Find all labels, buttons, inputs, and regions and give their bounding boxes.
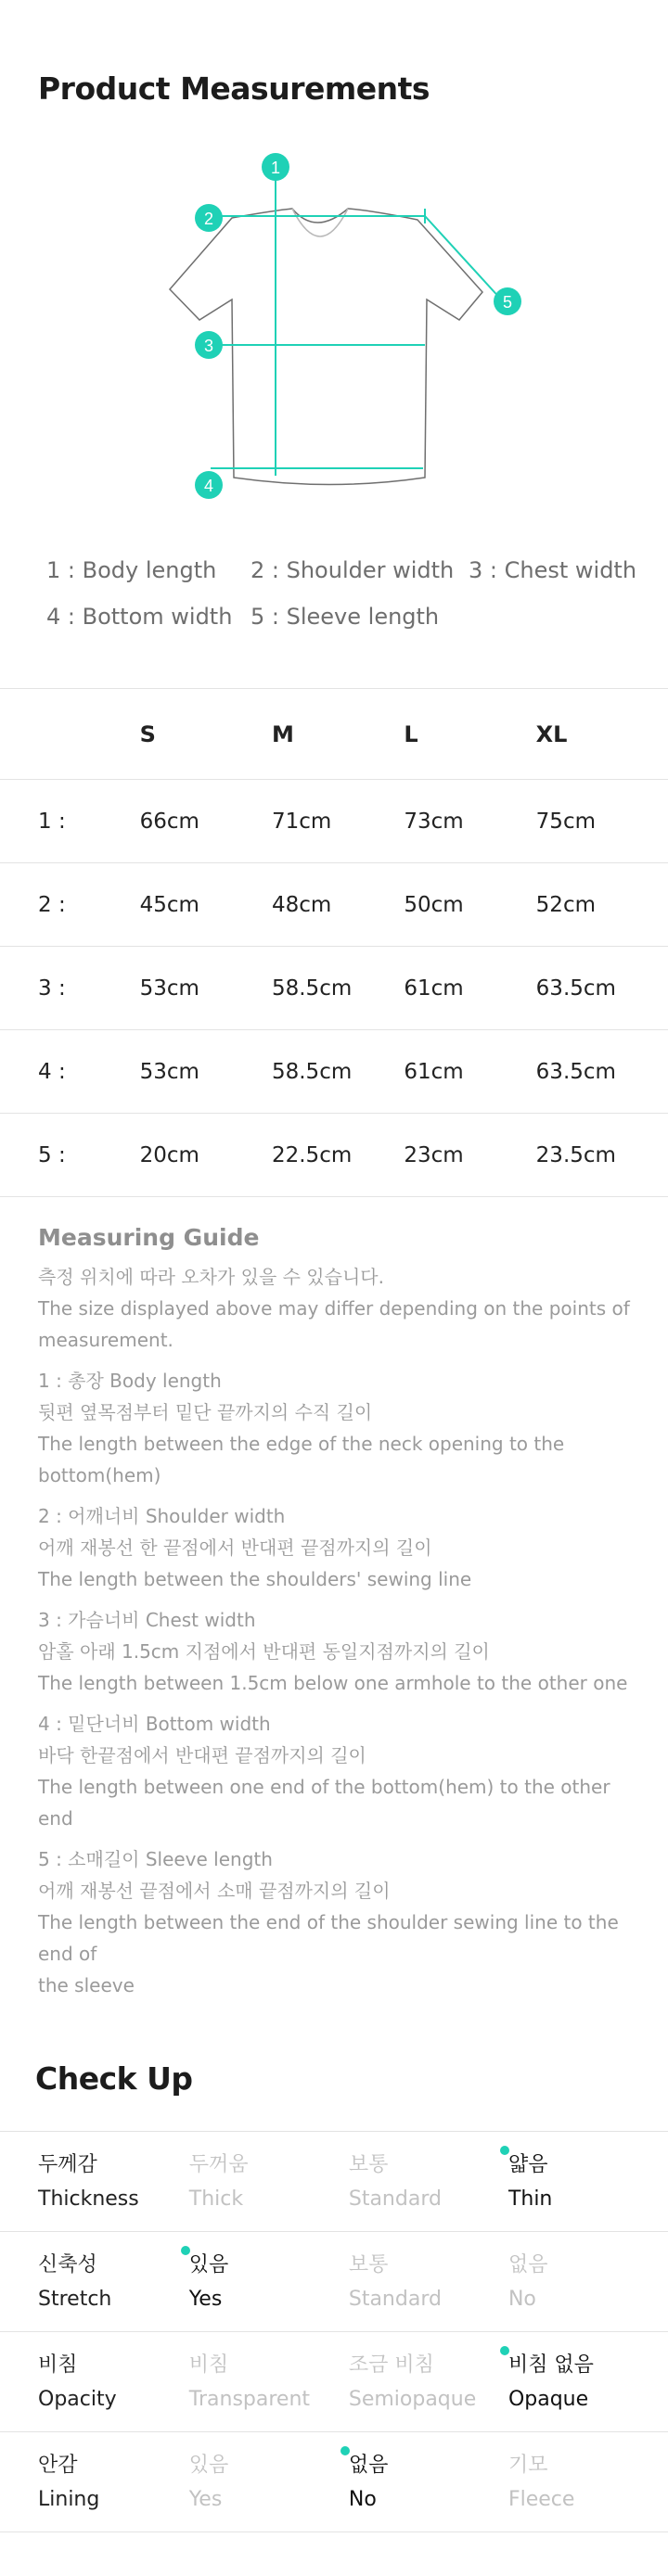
checkup-option	[349, 2348, 508, 2417]
option-en: Thick	[188, 2187, 244, 2211]
row-label: 1 :	[38, 809, 66, 834]
guide-line: 어깨 재봉선 한 끝점에서 반대편 끝점까지의 길이	[38, 1537, 432, 1559]
checkup-label	[0, 2148, 189, 2216]
checkup-row-stretch	[0, 2232, 668, 2332]
legend-row	[46, 547, 640, 593]
option-ko: 보통	[348, 2252, 389, 2276]
row-label: 2 :	[38, 892, 66, 917]
guide-line: 3 : 가슴너비 Chest width	[38, 1609, 256, 1631]
option-en: No	[507, 2287, 536, 2311]
option-en: Fleece	[507, 2487, 575, 2511]
tshirt-diagram	[139, 144, 529, 515]
header-cell: L	[404, 721, 418, 747]
row-label: 5 :	[38, 1142, 66, 1167]
marker-5-label: 5	[502, 293, 513, 312]
label-ko: 신축성	[38, 2252, 97, 2276]
table-cell: 50cm	[404, 892, 464, 917]
option-en: Semiopaque	[348, 2387, 477, 2411]
row-label: 3 :	[38, 976, 66, 1001]
label-ko: 비침	[38, 2353, 78, 2377]
marker-1	[262, 153, 289, 181]
guide-line: 암홀 아래 1.5cm 지점에서 반대편 동일지점까지의 길이	[38, 1640, 490, 1663]
option-en: Opaque	[507, 2387, 589, 2411]
checkup-option	[189, 2348, 349, 2417]
checkup-row-lining	[0, 2432, 668, 2532]
label-en: Stretch	[38, 2287, 112, 2311]
guide-item	[38, 1843, 641, 2001]
checkup-label	[0, 2448, 189, 2517]
marker-4-label: 4	[203, 477, 214, 495]
label-en: Opacity	[38, 2387, 117, 2411]
option-ko: 없음	[507, 2252, 548, 2276]
option-en: Yes	[188, 2487, 223, 2511]
guide-line: 4 : 밑단너비 Bottom width	[38, 1713, 271, 1735]
marker-1-label: 1	[270, 159, 281, 177]
guide-line: The length between 1.5cm below one armhole to the other one	[38, 1672, 628, 1694]
table-row	[0, 947, 668, 1030]
checkup-option	[508, 2248, 668, 2316]
table-cell: 58.5cm	[271, 1059, 353, 1084]
table-cell: 71cm	[271, 809, 332, 834]
legend-row	[46, 593, 640, 640]
checkup-title: Check Up	[35, 2060, 193, 2097]
label-ko: 안감	[38, 2453, 78, 2477]
size-table	[0, 688, 668, 1197]
label-en: Thickness	[38, 2187, 139, 2211]
table-cell: 52cm	[535, 892, 596, 917]
table-cell: 22.5cm	[271, 1142, 353, 1167]
table-cell: 61cm	[404, 1059, 464, 1084]
checkup-row-opacity	[0, 2332, 668, 2432]
option-en: Yes	[188, 2287, 223, 2311]
legend-item: 1 : Body length	[46, 557, 217, 583]
header-cell: XL	[535, 721, 568, 747]
guide-item	[38, 1500, 641, 1595]
table-row	[0, 1114, 668, 1197]
option-ko: 두꺼움	[188, 2152, 249, 2176]
guide-line: 1 : 총장 Body length	[38, 1370, 222, 1392]
option-ko: 비침	[188, 2353, 229, 2377]
table-cell: 45cm	[139, 892, 199, 917]
guide-line: 바닥 한끝점에서 반대편 끝점까지의 길이	[38, 1744, 366, 1766]
guide-line: The length between one end of the bottom(hem) to the other end	[38, 1776, 610, 1830]
marker-2-label: 2	[203, 210, 214, 228]
row-label: 4 :	[38, 1059, 66, 1084]
option-en: No	[348, 2487, 377, 2511]
marker-3	[195, 331, 223, 359]
checkup-option	[349, 2148, 508, 2216]
checkup-table	[0, 2131, 668, 2532]
option-ko: 보통	[348, 2152, 389, 2176]
guide-line: 어깨 재봉선 끝점에서 소매 끝점까지의 길이	[38, 1880, 391, 1902]
table-cell: 23.5cm	[535, 1142, 616, 1167]
label-en: Lining	[38, 2487, 100, 2511]
table-cell: 73cm	[404, 809, 464, 834]
table-row	[0, 1030, 668, 1114]
guide-line: 측정 위치에 따라 오차가 있을 수 있습니다.	[38, 1266, 384, 1288]
selected-dot-icon	[181, 2246, 190, 2255]
page-title: Product Measurements	[38, 70, 430, 107]
option-ko: 있음	[188, 2252, 229, 2276]
guide-item	[38, 1604, 641, 1699]
measuring-guide	[38, 1222, 641, 2010]
guide-intro	[38, 1261, 641, 1356]
option-en: Standard	[348, 2187, 442, 2211]
option-ko: 없음	[348, 2453, 389, 2477]
guide-line: The size displayed above may differ depending on the points of	[38, 1297, 630, 1320]
guide-line: measurement.	[38, 1329, 173, 1351]
size-table-header	[0, 689, 668, 780]
legend-item: 4 : Bottom width	[46, 604, 233, 630]
table-cell: 48cm	[271, 892, 332, 917]
checkup-option-selected	[508, 2348, 668, 2417]
option-en: Transparent	[188, 2387, 311, 2411]
table-cell: 58.5cm	[271, 976, 353, 1001]
guide-title: Measuring Guide	[38, 1224, 260, 1251]
measurement-diagram	[139, 144, 529, 515]
table-cell: 53cm	[139, 1059, 199, 1084]
guide-line: bottom(hem)	[38, 1464, 161, 1486]
guide-line: 뒷편 옆목점부터 밑단 끝까지의 수직 길이	[38, 1401, 373, 1423]
checkup-option-selected	[189, 2248, 349, 2316]
option-ko: 있음	[188, 2453, 229, 2477]
selected-dot-icon	[500, 2146, 509, 2155]
guide-line: The length between the shoulders' sewing line	[38, 1568, 472, 1590]
label-ko: 두께감	[38, 2152, 97, 2176]
header-cell: M	[271, 721, 294, 747]
guide-item	[38, 1708, 641, 1834]
legend-item: 3 : Chest width	[469, 557, 637, 583]
marker-2	[195, 204, 223, 232]
option-ko: 얇음	[507, 2152, 548, 2176]
table-cell: 53cm	[139, 976, 199, 1001]
option-ko: 조금 비침	[348, 2353, 434, 2377]
option-en: Thin	[507, 2187, 553, 2211]
option-ko: 비침 없음	[507, 2353, 594, 2377]
checkup-option	[349, 2248, 508, 2316]
sleeve-length-line	[425, 216, 503, 301]
option-en: Standard	[348, 2287, 442, 2311]
checkup-option	[508, 2448, 668, 2517]
checkup-option	[189, 2448, 349, 2517]
checkup-option-selected	[349, 2448, 508, 2517]
table-row	[0, 863, 668, 947]
legend-item: 2 : Shoulder width	[250, 557, 455, 583]
checkup-option	[189, 2148, 349, 2216]
table-cell: 75cm	[535, 809, 596, 834]
guide-line: the sleeve	[38, 1974, 135, 1996]
table-cell: 66cm	[139, 809, 199, 834]
selected-dot-icon	[340, 2446, 350, 2455]
checkup-option-selected	[508, 2148, 668, 2216]
legend-item: 5 : Sleeve length	[250, 604, 440, 630]
guide-line: 5 : 소매길이 Sleeve length	[38, 1848, 273, 1870]
checkup-row-thickness	[0, 2132, 668, 2232]
table-row	[0, 780, 668, 863]
header-cell: S	[139, 721, 156, 747]
marker-3-label: 3	[203, 337, 214, 355]
table-cell: 63.5cm	[535, 1059, 616, 1084]
guide-item	[38, 1365, 641, 1491]
guide-line: The length between the end of the shoulder sewing line to the end of	[38, 1911, 619, 1965]
table-cell: 63.5cm	[535, 976, 616, 1001]
marker-4	[195, 471, 223, 499]
checkup-label	[0, 2248, 189, 2316]
table-cell: 23cm	[404, 1142, 464, 1167]
selected-dot-icon	[500, 2346, 509, 2355]
guide-line: 2 : 어깨너비 Shoulder width	[38, 1505, 286, 1527]
table-cell: 61cm	[404, 976, 464, 1001]
checkup-label	[0, 2348, 189, 2417]
table-cell: 20cm	[139, 1142, 199, 1167]
marker-5	[494, 287, 521, 315]
guide-line: The length between the edge of the neck opening to the	[38, 1433, 565, 1455]
option-ko: 기모	[507, 2453, 548, 2477]
measurement-legend	[46, 547, 640, 640]
